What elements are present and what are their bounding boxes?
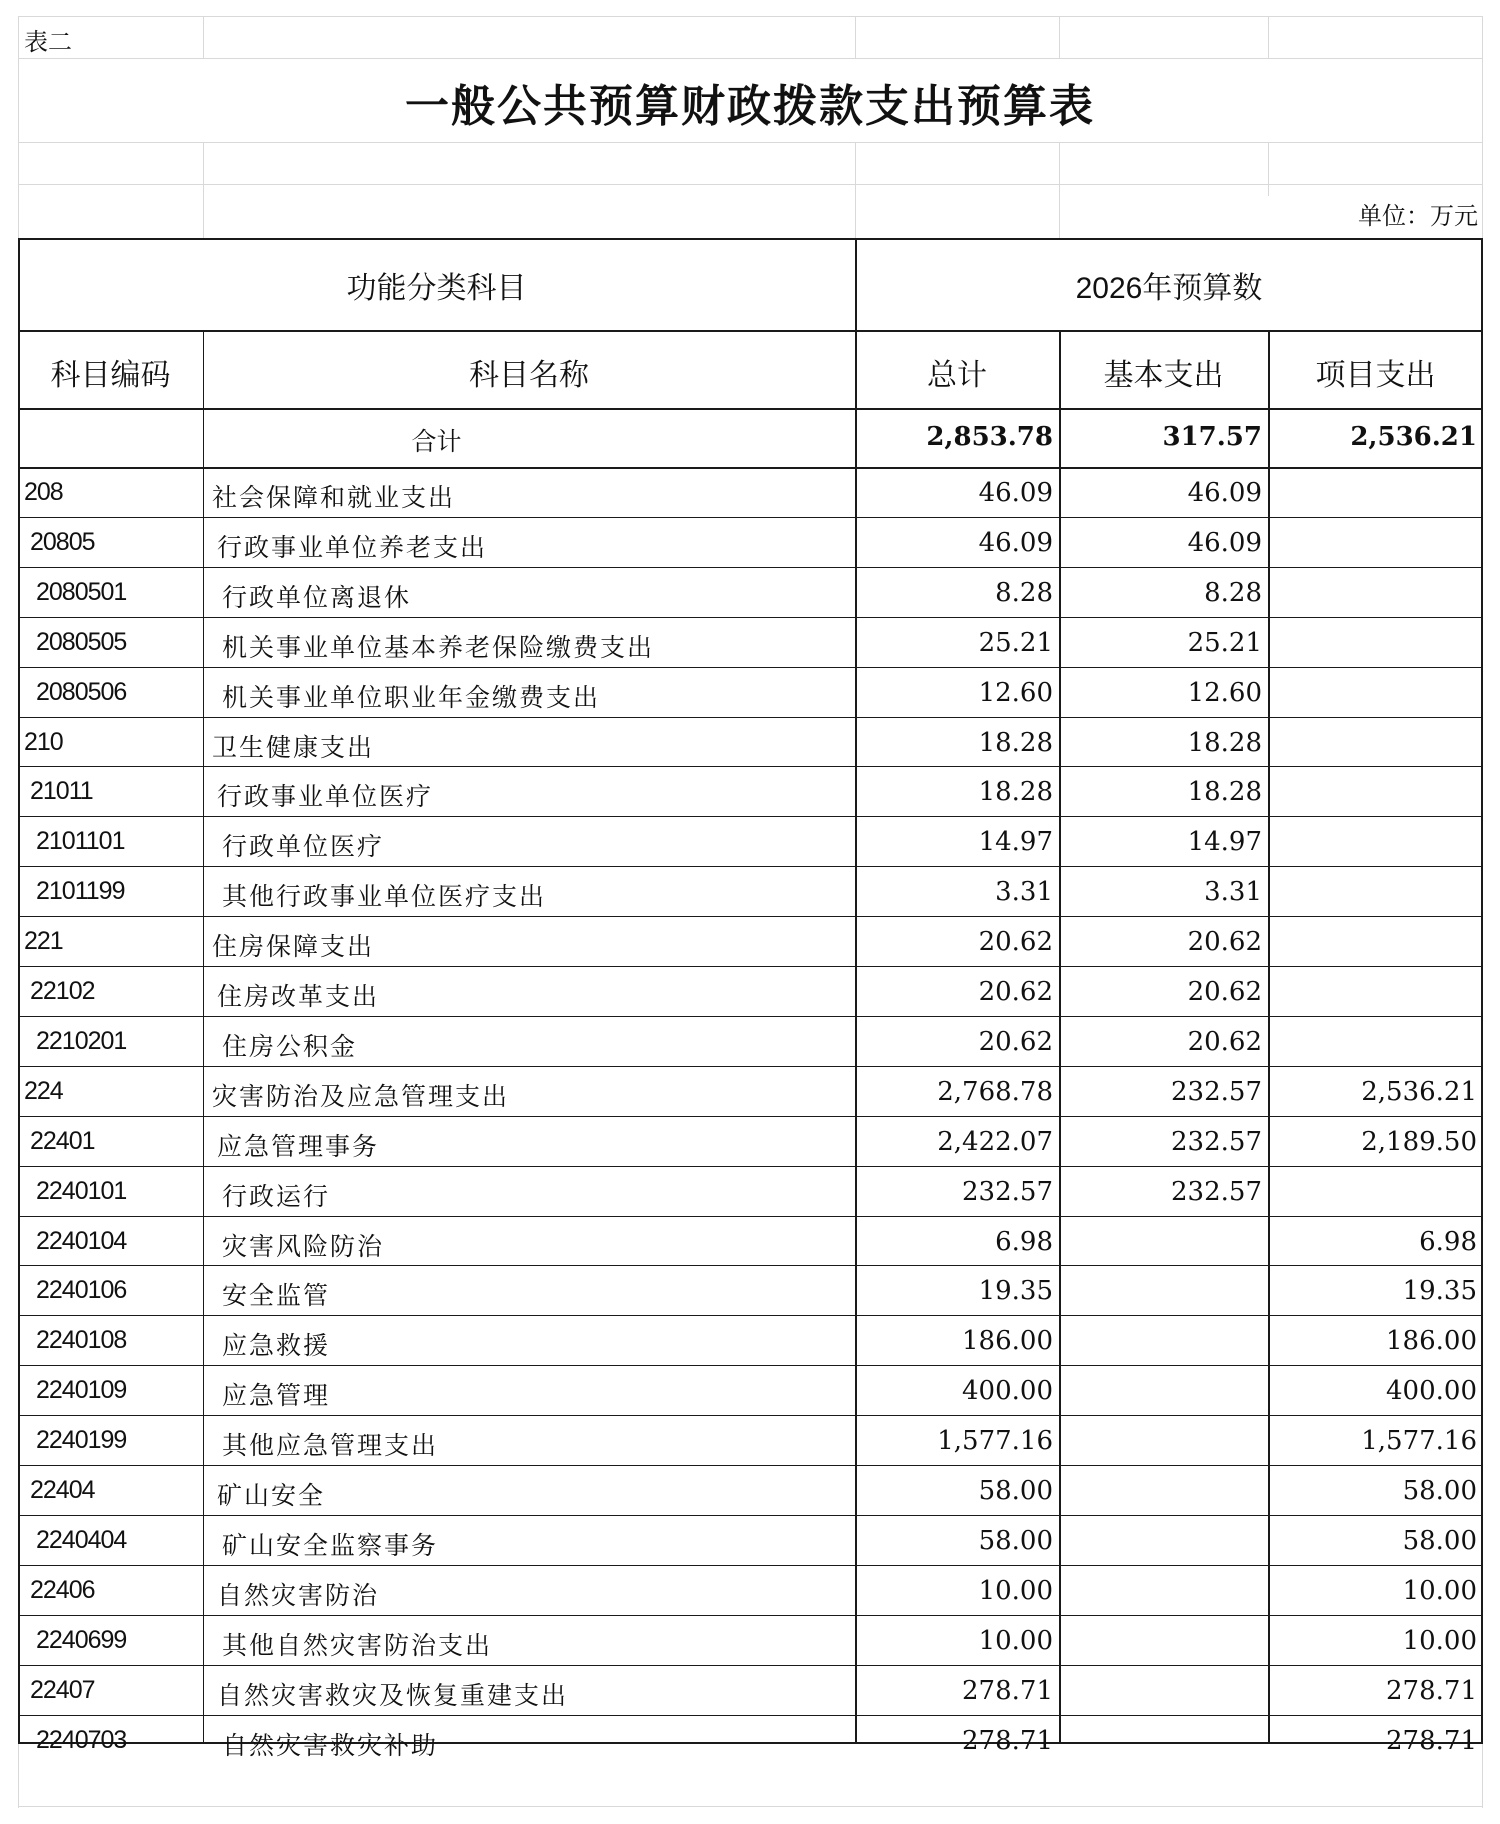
row-total: 400.00 [962,1376,1053,1406]
table-rule [18,1016,1483,1017]
row-name: 社会保障和就业支出 [212,483,456,512]
row-name: 住房保障支出 [212,932,375,961]
row-total: 8.28 [995,578,1053,608]
table-rule [18,1216,1483,1217]
row-basic: 46.09 [1187,478,1262,508]
row-code: 2080506 [36,678,127,706]
row-project: 2,536.21 [1361,1077,1477,1107]
row-project: 400.00 [1386,1376,1477,1406]
row-name: 矿山安全监察事务 [222,1531,439,1560]
gridline [203,142,204,238]
row-code: 2080505 [36,628,127,656]
table-rule [18,330,1483,332]
table-rule [18,1265,1483,1266]
row-project: 58.00 [1402,1476,1477,1506]
row-total: 25.21 [978,628,1053,658]
row-basic: 20.62 [1187,977,1262,1007]
row-code: 2240106 [36,1276,127,1304]
table-rule [18,816,1483,817]
header-name: 科目名称 [469,359,589,392]
row-total: 18.28 [978,728,1053,758]
row-basic: 12.60 [1187,678,1262,708]
table-rule [18,567,1483,568]
row-name: 行政事业单位医疗 [217,782,434,811]
row-name: 自然灾害救灾及恢复重建支出 [217,1681,569,1710]
row-name: 安全监管 [222,1281,331,1310]
row-basic: 14.97 [1187,827,1262,857]
row-name: 应急管理 [222,1381,331,1410]
row-name: 机关事业单位基本养老保险缴费支出 [222,633,655,662]
row-name: 矿山安全 [217,1481,326,1510]
row-name: 行政单位离退休 [222,583,412,612]
row-code: 22407 [30,1676,95,1704]
header-total: 总计 [927,359,987,392]
row-name: 灾害防治及应急管理支出 [212,1082,510,1111]
gridline [1059,142,1060,238]
gridline [1268,16,1269,58]
table-rule [18,1116,1483,1117]
row-project: 10.00 [1402,1626,1477,1656]
row-name: 自然灾害防治 [217,1581,380,1610]
table-rule [18,617,1483,618]
row-name: 住房公积金 [222,1032,358,1061]
row-code: 2101101 [36,827,125,855]
row-project: 6.98 [1419,1227,1477,1257]
row-total: 3.31 [995,877,1053,907]
table-rule [18,408,1483,410]
row-code: 2240699 [36,1626,127,1654]
row-name: 行政运行 [222,1182,331,1211]
row-code: 2240109 [36,1376,127,1404]
row-total: 12.60 [978,678,1053,708]
row-name: 自然灾害救灾补助 [222,1731,439,1760]
table-rule [18,766,1483,767]
gridline [18,1744,19,1808]
table-rule [18,1166,1483,1167]
row-basic: 232.57 [1171,1077,1262,1107]
header-category: 功能分类科目 [346,272,527,305]
summary-total: 2,853.78 [926,422,1053,452]
row-total: 2,768.78 [937,1077,1053,1107]
row-code: 22406 [30,1576,95,1604]
header-basic: 基本支出 [1103,359,1224,392]
row-code: 2240199 [36,1426,127,1454]
row-code: 210 [24,728,63,756]
row-name: 住房改革支出 [217,982,380,1011]
row-name: 行政单位医疗 [222,832,385,861]
row-total: 58.00 [978,1476,1053,1506]
gridline [1268,142,1269,196]
row-project: 2,189.50 [1361,1127,1477,1157]
row-total: 58.00 [978,1526,1053,1556]
row-total: 10.00 [978,1626,1053,1656]
table-rule [203,467,204,1744]
row-name: 应急救援 [222,1331,331,1360]
row-total: 232.57 [962,1177,1053,1207]
row-code: 221 [24,927,63,955]
row-project: 278.71 [1386,1676,1477,1706]
table-rule [18,1066,1483,1067]
row-name: 应急管理事务 [217,1132,380,1161]
summary-label: 合计 [411,427,462,456]
table-rule [18,966,1483,967]
table-rule [18,1365,1483,1366]
row-total: 278.71 [962,1676,1053,1706]
row-code: 2240703 [36,1726,127,1754]
gridline [18,184,1483,185]
row-total: 20.62 [978,1027,1053,1057]
table-rule [18,1315,1483,1316]
row-code: 2240108 [36,1326,127,1354]
table-rule [18,1465,1483,1466]
table-rule [18,1615,1483,1616]
row-total: 20.62 [978,927,1053,957]
table-rule [18,717,1483,718]
summary-basic: 317.57 [1162,422,1262,452]
row-total: 18.28 [978,777,1053,807]
row-code: 2101199 [36,877,125,905]
gridline [18,142,1483,143]
gridline [855,16,856,58]
row-basic: 20.62 [1187,1027,1262,1057]
row-total: 6.98 [995,1227,1053,1257]
row-total: 20.62 [978,977,1053,1007]
table-rule [18,1715,1483,1716]
row-code: 2240404 [36,1526,127,1554]
row-name: 行政事业单位养老支出 [217,533,488,562]
row-code: 22401 [30,1127,95,1155]
row-name: 机关事业单位职业年金缴费支出 [222,683,601,712]
unit-label: 单位：万元 [1358,202,1478,230]
header-budget: 2026年预算数 [1075,272,1263,305]
row-basic: 20.62 [1187,927,1262,957]
table-rule [18,916,1483,917]
row-name: 其他行政事业单位医疗支出 [222,882,547,911]
row-project: 1,577.16 [1361,1426,1477,1456]
table-rule [18,866,1483,867]
row-total: 10.00 [978,1576,1053,1606]
header-project: 项目支出 [1315,359,1436,392]
row-code: 22102 [30,977,95,1005]
row-project: 186.00 [1386,1326,1477,1356]
row-code: 2080501 [36,578,127,606]
gridline [855,142,856,238]
row-basic: 18.28 [1187,777,1262,807]
row-code: 224 [24,1077,63,1105]
header-code: 科目编码 [50,359,171,392]
row-basic: 8.28 [1204,578,1262,608]
table-rule [18,1665,1483,1666]
gridline [18,58,1483,59]
row-code: 2240101 [36,1177,127,1205]
table-rule [18,467,1483,469]
table-rule [18,667,1483,668]
table-rule [18,1565,1483,1566]
row-total: 2,422.07 [937,1127,1053,1157]
row-code: 2240104 [36,1227,127,1255]
row-total: 14.97 [978,827,1053,857]
row-basic: 18.28 [1187,728,1262,758]
row-code: 22404 [30,1476,95,1504]
table-tag: 表二 [24,28,72,56]
gridline [203,16,204,58]
row-project: 19.35 [1402,1276,1477,1306]
row-basic: 46.09 [1187,528,1262,558]
row-project: 278.71 [1386,1726,1477,1756]
row-basic: 232.57 [1171,1177,1262,1207]
row-basic: 25.21 [1187,628,1262,658]
row-total: 278.71 [962,1726,1053,1756]
row-basic: 3.31 [1204,877,1262,907]
row-project: 10.00 [1402,1576,1477,1606]
row-name: 卫生健康支出 [212,733,375,762]
gridline [18,16,1483,17]
row-code: 21011 [30,777,93,805]
row-total: 186.00 [962,1326,1053,1356]
row-code: 20805 [30,528,95,556]
row-code: 208 [24,478,63,506]
row-project: 58.00 [1402,1526,1477,1556]
row-name: 其他自然灾害防治支出 [222,1631,493,1660]
table-rule [18,517,1483,518]
row-basic: 232.57 [1171,1127,1262,1157]
table-rule [18,1415,1483,1416]
gridline [1059,16,1060,58]
row-total: 19.35 [978,1276,1053,1306]
row-code: 2210201 [36,1027,127,1055]
row-name: 灾害风险防治 [222,1232,385,1261]
summary-project: 2,536.21 [1350,422,1477,452]
row-total: 46.09 [978,528,1053,558]
table-rule [18,1515,1483,1516]
page-title: 一般公共预算财政拨款支出预算表 [405,81,1095,132]
row-total: 46.09 [978,478,1053,508]
row-name: 其他应急管理支出 [222,1431,439,1460]
row-total: 1,577.16 [937,1426,1053,1456]
gridline [18,1806,1483,1807]
